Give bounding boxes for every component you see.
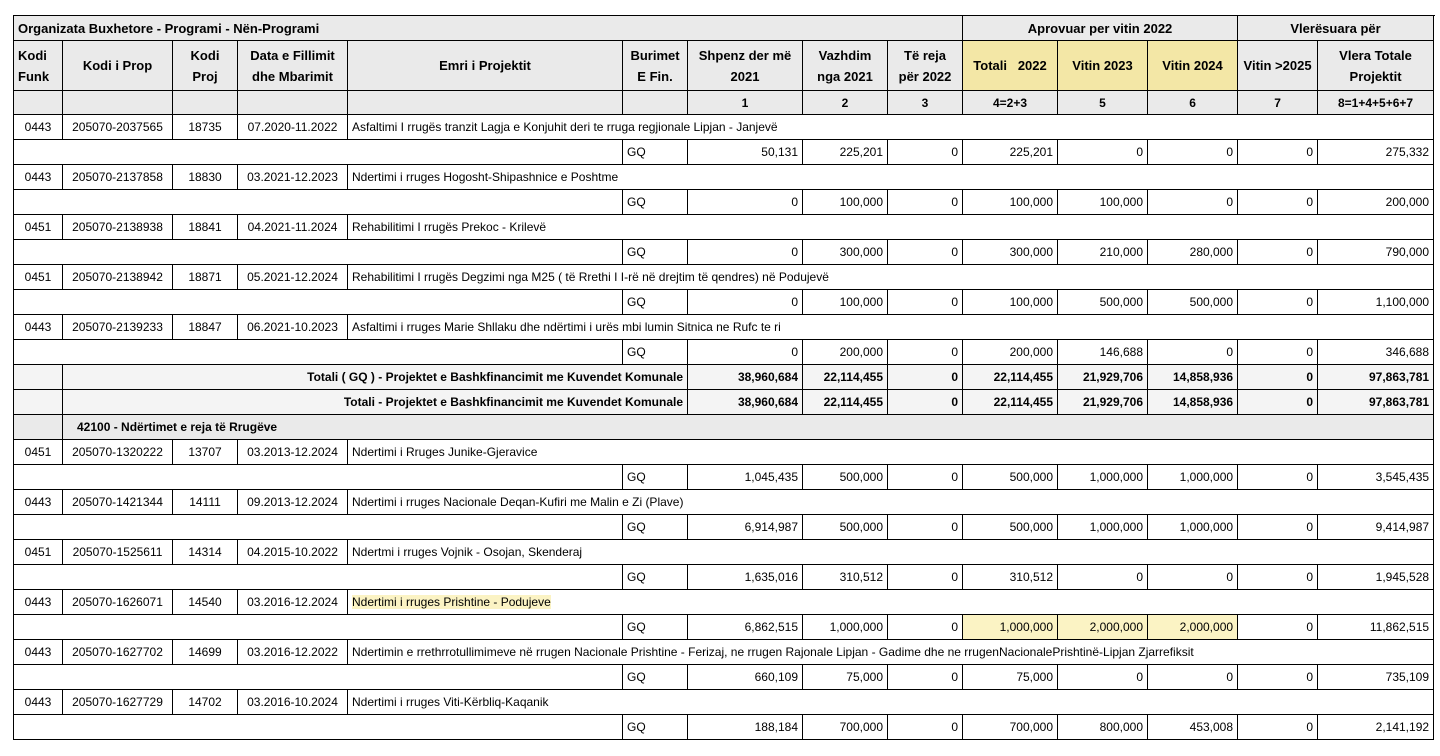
value-cell: 0 bbox=[888, 515, 963, 540]
project-row bbox=[14, 590, 1434, 615]
date-range: 09.2013-12.2024 bbox=[238, 490, 348, 515]
blank-cell bbox=[14, 615, 623, 640]
blank-cell bbox=[14, 665, 623, 690]
total-value: 38,960,684 bbox=[688, 390, 803, 415]
blank-cell bbox=[14, 340, 623, 365]
value-cell: 100,000 bbox=[963, 290, 1058, 315]
project-name: Rehabilitimi I rrugës Prekoc - Krilevë bbox=[348, 215, 1434, 240]
value-cell: 735,109 bbox=[1318, 665, 1434, 690]
funding-source: GQ bbox=[623, 240, 688, 265]
project-code: 14699 bbox=[173, 640, 238, 665]
budget-sheet bbox=[13, 15, 1433, 740]
project-name: Asfaltimi i rruges Marie Shllaku dhe ndërtimi i urës mbi lumin Sitnica ne Rufc te ri bbox=[348, 315, 1434, 340]
project-name: Ndertimi i rruges Nacionale Deqan-Kufiri me Malin e Zi (Plave) bbox=[348, 490, 1434, 515]
value-cell: 9,414,987 bbox=[1318, 515, 1434, 540]
value-cell: 300,000 bbox=[803, 240, 888, 265]
value-cell: 0 bbox=[1238, 665, 1318, 690]
project-name: Ndertimi i rruges Prishtine - Podujeve bbox=[348, 590, 1434, 615]
proposal-code: 205070-2138942 bbox=[63, 265, 173, 290]
blank-cell bbox=[14, 240, 623, 265]
blank-cell bbox=[14, 365, 63, 390]
column-number-row bbox=[14, 91, 1434, 115]
total-value: 21,929,706 bbox=[1058, 365, 1148, 390]
value-cell: 0 bbox=[1238, 615, 1318, 640]
column-number: 7 bbox=[1238, 91, 1318, 115]
value-cell: 500,000 bbox=[803, 515, 888, 540]
project-row bbox=[14, 490, 1434, 515]
blank-cell bbox=[14, 515, 623, 540]
project-code: 14540 bbox=[173, 590, 238, 615]
funding-source: GQ bbox=[623, 290, 688, 315]
date-range: 03.2013-12.2024 bbox=[238, 440, 348, 465]
value-cell: 0 bbox=[888, 140, 963, 165]
column-number: 3 bbox=[888, 91, 963, 115]
funding-source: GQ bbox=[623, 465, 688, 490]
project-values-row bbox=[14, 565, 1434, 590]
project-name: Ndertimi i rruges Viti-Kërbliq-Kaqanik bbox=[348, 690, 1434, 715]
value-cell: 75,000 bbox=[803, 665, 888, 690]
project-values-row bbox=[14, 465, 1434, 490]
proposal-code: 205070-1525611 bbox=[63, 540, 173, 565]
total-value: 22,114,455 bbox=[963, 365, 1058, 390]
project-values-row bbox=[14, 665, 1434, 690]
value-cell: 310,512 bbox=[963, 565, 1058, 590]
project-row bbox=[14, 690, 1434, 715]
blank-cell bbox=[14, 565, 623, 590]
value-cell: 6,862,515 bbox=[688, 615, 803, 640]
year-2024-header: Vitin 2024 bbox=[1148, 41, 1238, 91]
function-code: 0443 bbox=[14, 115, 63, 140]
value-cell: 200,000 bbox=[1318, 190, 1434, 215]
value-cell: 75,000 bbox=[963, 665, 1058, 690]
value-cell: 1,000,000 bbox=[963, 615, 1058, 640]
project-row bbox=[14, 215, 1434, 240]
project-row bbox=[14, 315, 1434, 340]
proposal-code: 205070-1627702 bbox=[63, 640, 173, 665]
value-cell: 280,000 bbox=[1148, 240, 1238, 265]
kodi-prop-header: Kodi i Prop bbox=[63, 41, 173, 91]
total-value: 0 bbox=[1238, 365, 1318, 390]
total-value: 14,858,936 bbox=[1148, 390, 1238, 415]
total-value: 22,114,455 bbox=[803, 390, 888, 415]
value-cell: 0 bbox=[1058, 665, 1148, 690]
column-number: 6 bbox=[1148, 91, 1238, 115]
value-cell: 225,201 bbox=[803, 140, 888, 165]
value-cell: 500,000 bbox=[963, 515, 1058, 540]
value-cell: 200,000 bbox=[803, 340, 888, 365]
value-cell: 0 bbox=[888, 190, 963, 215]
value-cell: 300,000 bbox=[963, 240, 1058, 265]
funding-source: GQ bbox=[623, 665, 688, 690]
date-range: 04.2021-11.2024 bbox=[238, 215, 348, 240]
project-row bbox=[14, 540, 1434, 565]
function-code: 0451 bbox=[14, 215, 63, 240]
column-number: 4=2+3 bbox=[963, 91, 1058, 115]
value-cell: 0 bbox=[688, 240, 803, 265]
total-value: 0 bbox=[1238, 390, 1318, 415]
year-2025-header: Vitin >2025 bbox=[1238, 41, 1318, 91]
function-code: 0443 bbox=[14, 690, 63, 715]
function-code: 0451 bbox=[14, 440, 63, 465]
value-cell: 500,000 bbox=[963, 465, 1058, 490]
value-cell: 0 bbox=[688, 290, 803, 315]
section-row bbox=[14, 415, 1434, 440]
project-values-row bbox=[14, 615, 1434, 640]
value-cell: 0 bbox=[688, 340, 803, 365]
value-cell: 0 bbox=[1148, 565, 1238, 590]
date-range: 04.2015-10.2022 bbox=[238, 540, 348, 565]
project-code: 18847 bbox=[173, 315, 238, 340]
value-cell: 0 bbox=[1148, 190, 1238, 215]
project-row bbox=[14, 115, 1434, 140]
project-values-row bbox=[14, 515, 1434, 540]
value-cell: 146,688 bbox=[1058, 340, 1148, 365]
project-code: 14314 bbox=[173, 540, 238, 565]
date-range: 07.2020-11.2022 bbox=[238, 115, 348, 140]
value-cell: 6,914,987 bbox=[688, 515, 803, 540]
funding-source: GQ bbox=[623, 715, 688, 740]
total-value: 14,858,936 bbox=[1148, 365, 1238, 390]
value-cell: 188,184 bbox=[688, 715, 803, 740]
value-cell: 500,000 bbox=[1058, 290, 1148, 315]
project-name: Ndertimin e rrethrrotullimimeve në rrugen Nacionale Prishtine - Ferizaj, ne rrugen Rajonale Lipjan - Gadime dhe ne rrugenNacionalePrishtinë-Lipjan Zjarrefiksit bbox=[348, 640, 1434, 665]
date-range: 03.2016-10.2024 bbox=[238, 690, 348, 715]
value-cell: 0 bbox=[1238, 190, 1318, 215]
project-code: 14111 bbox=[173, 490, 238, 515]
year-2023-header: Vitin 2023 bbox=[1058, 41, 1148, 91]
total-label: Totali - Projektet e Bashkfinancimit me Kuvendet Komunale bbox=[63, 390, 688, 415]
value-cell: 500,000 bbox=[1148, 290, 1238, 315]
project-code: 18871 bbox=[173, 265, 238, 290]
date-range: 03.2021-12.2023 bbox=[238, 165, 348, 190]
date-range: 03.2016-12.2022 bbox=[238, 640, 348, 665]
value-cell: 310,512 bbox=[803, 565, 888, 590]
value-cell: 2,141,192 bbox=[1318, 715, 1434, 740]
value-cell: 275,332 bbox=[1318, 140, 1434, 165]
value-cell: 0 bbox=[1238, 565, 1318, 590]
value-cell: 0 bbox=[1058, 140, 1148, 165]
value-cell: 500,000 bbox=[803, 465, 888, 490]
value-cell: 0 bbox=[1058, 565, 1148, 590]
value-cell: 100,000 bbox=[803, 190, 888, 215]
value-cell: 453,008 bbox=[1148, 715, 1238, 740]
value-cell: 700,000 bbox=[803, 715, 888, 740]
project-values-row bbox=[14, 240, 1434, 265]
project-values-row bbox=[14, 290, 1434, 315]
value-cell: 210,000 bbox=[1058, 240, 1148, 265]
spent-header: Shpenz der më 2021 bbox=[688, 41, 803, 91]
project-values-row bbox=[14, 340, 1434, 365]
value-cell: 100,000 bbox=[963, 190, 1058, 215]
value-cell: 0 bbox=[1238, 240, 1318, 265]
value-cell: 0 bbox=[1148, 340, 1238, 365]
proposal-code: 205070-1421344 bbox=[63, 490, 173, 515]
date-header: Data e Fillimit dhe Mbarimit bbox=[238, 41, 348, 91]
project-name: Ndertimi i rruges Hogosht-Shipashnice e Poshtme bbox=[348, 165, 1434, 190]
proposal-code: 205070-1626071 bbox=[63, 590, 173, 615]
blank-cell bbox=[14, 190, 623, 215]
value-cell: 0 bbox=[888, 615, 963, 640]
function-code: 0443 bbox=[14, 490, 63, 515]
project-code: 18735 bbox=[173, 115, 238, 140]
funding-source: GQ bbox=[623, 190, 688, 215]
value-cell: 225,201 bbox=[963, 140, 1058, 165]
org-header: Organizata Buxhetore - Programi - Nën-Programi bbox=[14, 16, 963, 41]
proposal-code: 205070-2037565 bbox=[63, 115, 173, 140]
date-range: 06.2021-10.2023 bbox=[238, 315, 348, 340]
proposal-code: 205070-1320222 bbox=[63, 440, 173, 465]
funding-source: GQ bbox=[623, 340, 688, 365]
value-cell: 0 bbox=[888, 240, 963, 265]
blank-cell bbox=[14, 140, 623, 165]
value-cell: 1,945,528 bbox=[1318, 565, 1434, 590]
project-name: Ndertimi i Rruges Junike-Gjeravice bbox=[348, 440, 1434, 465]
value-cell: 0 bbox=[1238, 515, 1318, 540]
total-value: 21,929,706 bbox=[1058, 390, 1148, 415]
value-cell: 0 bbox=[1238, 290, 1318, 315]
total-value: 0 bbox=[888, 390, 963, 415]
project-name: Asfaltimi I rrugës tranzit Lagja e Konjuhit deri te rruga regjionale Lipjan - Janjevë bbox=[348, 115, 1434, 140]
funding-source: GQ bbox=[623, 515, 688, 540]
funding-source: GQ bbox=[623, 565, 688, 590]
project-code: 18841 bbox=[173, 215, 238, 240]
project-code: 18830 bbox=[173, 165, 238, 190]
project-code: 14702 bbox=[173, 690, 238, 715]
value-cell: 800,000 bbox=[1058, 715, 1148, 740]
approved-header: Aprovuar per vitin 2022 bbox=[963, 16, 1238, 41]
project-code: 13707 bbox=[173, 440, 238, 465]
blank-cell bbox=[14, 715, 623, 740]
proposal-code: 205070-2138938 bbox=[63, 215, 173, 240]
value-cell: 0 bbox=[1148, 140, 1238, 165]
value-cell: 1,635,016 bbox=[688, 565, 803, 590]
value-cell: 346,688 bbox=[1318, 340, 1434, 365]
total-value: 22,114,455 bbox=[963, 390, 1058, 415]
value-cell: 0 bbox=[888, 340, 963, 365]
proposal-code: 205070-1627729 bbox=[63, 690, 173, 715]
value-cell: 200,000 bbox=[963, 340, 1058, 365]
project-row bbox=[14, 265, 1434, 290]
project-values-row bbox=[14, 715, 1434, 740]
date-range: 03.2016-12.2024 bbox=[238, 590, 348, 615]
value-cell: 790,000 bbox=[1318, 240, 1434, 265]
project-values-row bbox=[14, 140, 1434, 165]
value-cell: 3,545,435 bbox=[1318, 465, 1434, 490]
column-number: 1 bbox=[688, 91, 803, 115]
function-code: 0443 bbox=[14, 640, 63, 665]
estimated-header: Vlerësuara për bbox=[1238, 16, 1434, 41]
value-cell: 1,000,000 bbox=[1058, 465, 1148, 490]
total-label: Totali ( GQ ) - Projektet e Bashkfinancimit me Kuvendet Komunale bbox=[63, 365, 688, 390]
total-value: 22,114,455 bbox=[803, 365, 888, 390]
total-value: 0 bbox=[888, 365, 963, 390]
kodi-proj-header: Kodi Proj bbox=[173, 41, 238, 91]
value-cell: 0 bbox=[888, 715, 963, 740]
value-cell: 0 bbox=[1238, 340, 1318, 365]
value-cell: 2,000,000 bbox=[1148, 615, 1238, 640]
value-cell: 50,131 bbox=[688, 140, 803, 165]
value-cell: 0 bbox=[888, 665, 963, 690]
function-code: 0443 bbox=[14, 165, 63, 190]
value-cell: 100,000 bbox=[1058, 190, 1148, 215]
blank-cell bbox=[14, 390, 63, 415]
project-name-header: Emri i Projektit bbox=[348, 41, 623, 91]
new-header: Të reja për 2022 bbox=[888, 41, 963, 91]
blank-cell bbox=[14, 465, 623, 490]
blank-cell bbox=[14, 290, 623, 315]
date-range: 05.2021-12.2024 bbox=[238, 265, 348, 290]
proposal-code: 205070-2139233 bbox=[63, 315, 173, 340]
kodi-funk-header: Kodi Funk bbox=[14, 41, 63, 91]
function-code: 0451 bbox=[14, 540, 63, 565]
total-value: 97,863,781 bbox=[1318, 390, 1434, 415]
value-cell: 1,045,435 bbox=[688, 465, 803, 490]
value-cell: 1,000,000 bbox=[1058, 515, 1148, 540]
project-name: Ndertmi i rruges Vojnik - Osojan, Skenderaj bbox=[348, 540, 1434, 565]
section-label: 42100 - Ndërtimet e reja të Rrugëve bbox=[63, 415, 1434, 440]
value-cell: 0 bbox=[1238, 465, 1318, 490]
funding-source: GQ bbox=[623, 615, 688, 640]
project-values-row bbox=[14, 190, 1434, 215]
total-value: 38,960,684 bbox=[688, 365, 803, 390]
continuation-header: Vazhdim nga 2021 bbox=[803, 41, 888, 91]
value-cell: 1,000,000 bbox=[1148, 515, 1238, 540]
value-cell: 0 bbox=[888, 290, 963, 315]
function-code: 0443 bbox=[14, 590, 63, 615]
value-cell: 0 bbox=[888, 465, 963, 490]
value-cell: 1,100,000 bbox=[1318, 290, 1434, 315]
function-code: 0451 bbox=[14, 265, 63, 290]
value-cell: 2,000,000 bbox=[1058, 615, 1148, 640]
function-code: 0443 bbox=[14, 315, 63, 340]
value-cell: 0 bbox=[688, 190, 803, 215]
value-cell: 700,000 bbox=[963, 715, 1058, 740]
funding-source: GQ bbox=[623, 140, 688, 165]
value-cell: 0 bbox=[1238, 715, 1318, 740]
column-number: 2 bbox=[803, 91, 888, 115]
project-row bbox=[14, 640, 1434, 665]
blank-cell bbox=[14, 415, 63, 440]
budget-table bbox=[13, 15, 1434, 740]
value-cell: 0 bbox=[1238, 140, 1318, 165]
value-cell: 0 bbox=[888, 565, 963, 590]
project-row bbox=[14, 440, 1434, 465]
total-value: 97,863,781 bbox=[1318, 365, 1434, 390]
total-2022-header: Totali 2022 bbox=[963, 41, 1058, 91]
value-cell: 1,000,000 bbox=[1148, 465, 1238, 490]
value-cell: 1,000,000 bbox=[803, 615, 888, 640]
total-row bbox=[14, 365, 1434, 390]
column-number: 5 bbox=[1058, 91, 1148, 115]
total-row bbox=[14, 390, 1434, 415]
column-number: 8=1+4+5+6+7 bbox=[1318, 91, 1434, 115]
value-cell: 0 bbox=[1148, 665, 1238, 690]
value-cell: 100,000 bbox=[803, 290, 888, 315]
proposal-code: 205070-2137858 bbox=[63, 165, 173, 190]
total-value-header: Vlera Totale Projektit bbox=[1318, 41, 1434, 91]
source-header: Burimet E Fin. bbox=[623, 41, 688, 91]
value-cell: 660,109 bbox=[688, 665, 803, 690]
value-cell: 11,862,515 bbox=[1318, 615, 1434, 640]
project-row bbox=[14, 165, 1434, 190]
project-name: Rehabilitimi I rrugës Degzimi nga M25 ( të Rrethi I I-rë në drejtim të qendres) në Podujevë bbox=[348, 265, 1434, 290]
